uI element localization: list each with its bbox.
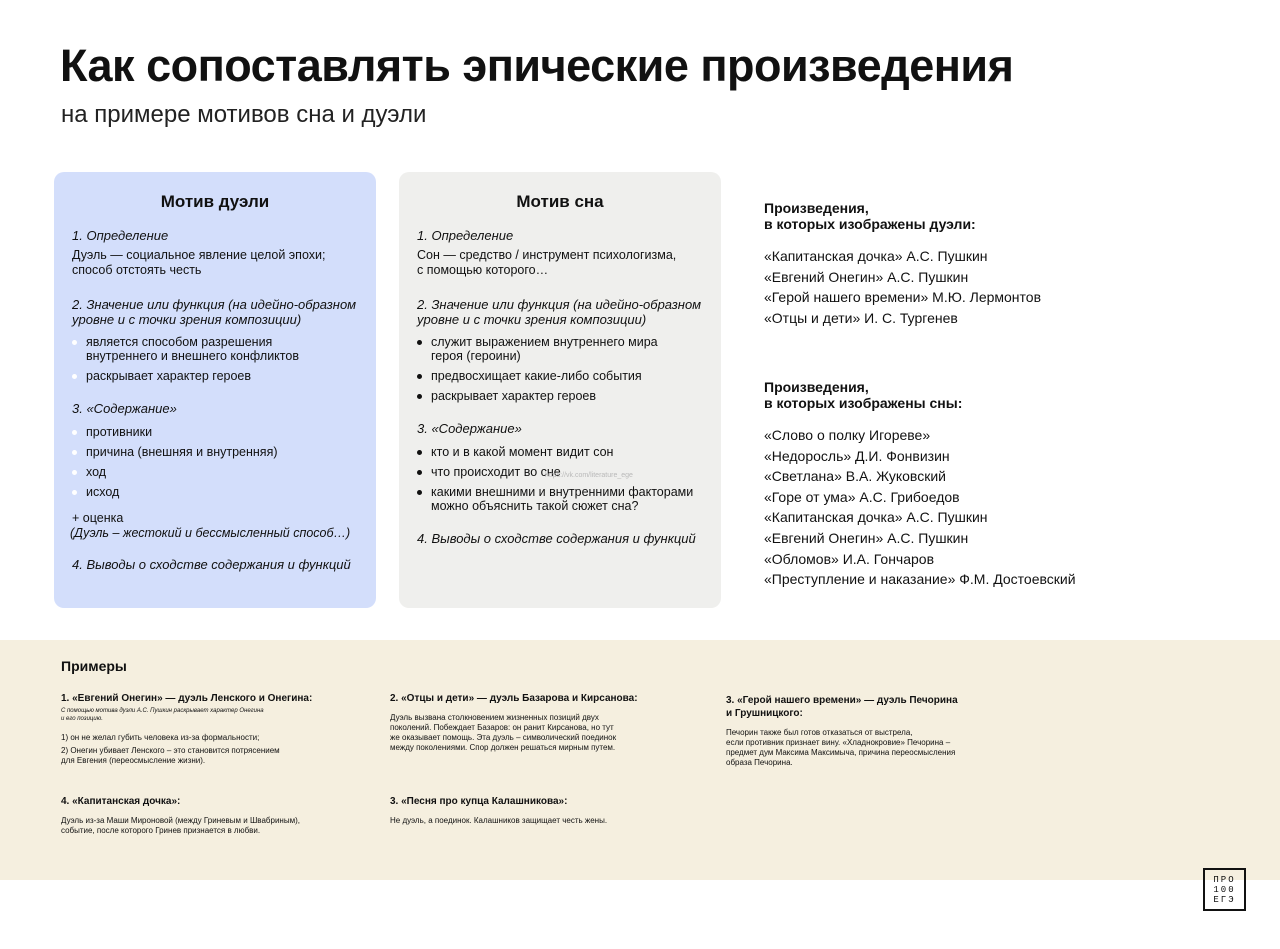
duel-content-heading: 3. «Содержание» [72,401,177,416]
paragraph-line: поколений. Побеждает Базаров: он ранит Кирсанова, но тут [390,723,614,732]
example-heading: 3. «Песня про купца Калашникова»: [390,796,568,807]
sleep-content-list [417,445,703,513]
duel-conclusion-heading: 4. Выводы о сходстве содержания и функций [72,557,351,572]
list-item-text: ход [86,465,107,479]
list-item [72,485,358,499]
example-fathers-sons [390,692,660,758]
sleep-definition-line: Сон — средство / инструмент психологизма, [417,248,677,262]
bullet-icon [417,450,422,455]
example-paragraph [61,816,331,836]
bullet-icon [72,450,77,455]
duel-works-section [764,200,1264,328]
paragraph-line: Дуэль из-за Маши Мироновой (между Гриневым и Швабриным), [61,816,300,825]
example-small-note [61,707,331,723]
bullet-icon [72,470,77,475]
list-item [72,465,358,479]
bullet-icon [72,490,77,495]
sleep-definition-text [417,248,703,278]
duel-function-list [72,335,358,383]
example-onegin [61,692,331,771]
list-item-text: исход [86,485,120,499]
duel-definition-line: способ отстоять честь [72,263,202,277]
list-item [417,389,703,403]
examples-section [0,640,1280,880]
sleep-function-list [417,335,703,403]
sleep-function-heading [417,297,703,327]
heading-line: в которых изображены дуэли: [764,216,976,232]
example-heading: 4. «Капитанская дочка»: [61,796,181,807]
note-line: и его позицию. [61,716,103,722]
sleep-definition-line: с помощью которого… [417,263,549,277]
paragraph-line: событие, после которого Гринев признается в любви. [61,826,261,835]
list-item: «Евгений Онегин» А.С. Пушкин [764,529,969,546]
logo-line: 100 [1213,884,1236,895]
bullet-icon [72,430,77,435]
duel-content-list [72,425,358,499]
duel-definition-line: Дуэль — социальное явление целой эпохи; [72,248,326,262]
note-line: (Дуэль – жестокий и бессмысленный способ…) [70,526,351,540]
example-paragraph: 1) он не желал губить человека из-за формальности; [61,733,260,742]
list-item: «Евгений Онегин» А.С. Пушкин [764,268,969,285]
logo-line: ПРО [1213,874,1236,885]
list-item: «Отцы и дети» И. С. Тургенев [764,309,958,326]
list-item-text: служит выражением внутреннего мира героя (героини) [431,335,658,363]
example-paragraph [61,746,331,766]
list-item: «Слово о полку Игореве» [764,427,931,443]
duel-function-heading [72,297,358,327]
bullet-icon [417,340,422,345]
list-item-text: что происходит во сне [431,465,561,479]
list-item: «Преступление и наказание» Ф.М. Достоевский [764,571,1076,588]
list-item: «Светлана» В.А. Жуковский [764,468,946,485]
paragraph-line: образа Печорина. [726,758,793,767]
sleep-function-heading-line: уровне и с точки зрения композиции) [417,312,647,327]
bullet-icon [417,394,422,399]
example-kalashnikov [390,795,660,831]
heading-line: 3. «Герой нашего времени» — дуэль Печорина [726,695,958,706]
duel-works-heading [764,200,1264,232]
bullet-icon [72,340,77,345]
list-item [417,369,703,383]
list-item [72,425,358,439]
sleep-works-list [764,425,1264,590]
note-line: + оценка [72,511,124,525]
example-heading: 2. «Отцы и дети» — дуэль Базарова и Кирсанова: [390,693,638,704]
sleep-definition-heading: 1. Определение [417,228,514,243]
list-item [417,445,703,459]
list-item-text: раскрывает характер героев [431,389,597,403]
duel-function-heading-line: 2. Значение или функция (на идейно-образном [72,297,357,312]
example-hero-of-our-time [726,694,996,773]
duel-works-list [764,246,1264,328]
list-item: «Капитанская дочка» А.С. Пушкин [764,248,988,264]
list-item [72,335,306,363]
list-item [417,335,681,363]
note-line: С помощью мотива дуэли А.С. Пушкин раскрывает характер Онегина [61,708,264,714]
duel-definition-text [72,248,358,278]
paragraph-line: Дуэль вызвана столкновением жизненных позиций двух [390,713,599,722]
paragraph-line: 2) Онегин убивает Ленского – это становится потрясением [61,746,280,755]
list-item: «Герой нашего времени» М.Ю. Лермонтов [764,289,1042,306]
examples-title: Примеры [61,658,127,674]
duel-function-heading-line: уровне и с точки зрения композиции) [72,312,302,327]
list-item: «Обломов» И.А. Гончаров [764,550,935,567]
list-item-text: причина (внешняя и внутренняя) [86,445,278,459]
watermark-text: https://vk.com/literature_ege [545,472,633,479]
example-heading: 1. «Евгений Онегин» — дуэль Ленского и Онегина: [61,693,313,704]
bullet-icon [417,470,422,475]
sleep-conclusion-heading: 4. Выводы о сходстве содержания и функций [417,531,696,546]
heading-line: и Грушницкого: [726,708,803,719]
sleep-function-heading-line: 2. Значение или функция (на идейно-образном [417,297,702,312]
paragraph-line: для Евгения (переосмысление жизни). [61,756,206,765]
sleep-motif-card [399,172,721,608]
list-item [417,485,701,513]
list-item-text: является способом разрешения внутреннего и внешнего конфликтов [86,335,299,363]
list-item-text: противники [86,425,153,439]
sleep-works-heading [764,379,1264,411]
heading-line: Произведения, [764,379,869,395]
list-item-text: предвосхищает какие-либо события [431,369,642,383]
paragraph-line: если противник признает вину. «Хладнокровие» Печорина – [726,738,951,747]
bullet-icon [417,490,422,495]
list-item [72,445,358,459]
page-title: Как сопоставлять эпические произведения [60,40,1014,91]
heading-line: в которых изображены сны: [764,395,963,411]
bullet-icon [417,374,422,379]
example-paragraph [726,728,996,768]
example-heading [726,694,996,720]
sleep-card-title: Мотив сна [516,192,604,211]
duel-motif-card [54,172,376,608]
pro100ege-logo [1203,868,1246,911]
duel-card-title: Мотив дуэли [160,192,270,211]
page-subtitle: на примере мотивов сна и дуэли [61,101,427,128]
example-paragraph [390,713,660,753]
paragraph-line: предмет дум Максима Максимыча, причина переосмысления [726,748,956,757]
heading-line: Произведения, [764,200,869,216]
bullet-icon [72,374,77,379]
paragraph-line: же оказывает помощь. Эта дуэль – символический поединок [390,733,617,742]
sleep-content-heading: 3. «Содержание» [417,421,522,436]
example-captains-daughter [61,795,331,841]
sleep-works-section [764,379,1264,590]
paragraph-line: между поколениями. Спор должен решаться мирным путем. [390,743,616,752]
list-item: «Капитанская дочка» А.С. Пушкин [764,509,988,526]
list-item-text: раскрывает характер героев [86,369,252,383]
paragraph-line: Печорин также был готов отказаться от выстрела, [726,728,913,737]
list-item-text: какими внешними и внутренними факторами можно объяснить такой сюжет сна? [431,485,694,513]
duel-definition-heading: 1. Определение [72,228,169,243]
example-paragraph: Не дуэль, а поединок. Калашников защищает честь жены. [390,816,608,825]
list-item: «Недоросль» Д.И. Фонвизин [764,447,950,464]
list-item [72,369,358,383]
logo-line: ЕГЭ [1213,894,1236,905]
list-item-text: кто и в какой момент видит сон [431,445,614,459]
duel-assessment-note [72,511,358,541]
list-item: «Горе от ума» А.С. Грибоедов [764,488,960,505]
